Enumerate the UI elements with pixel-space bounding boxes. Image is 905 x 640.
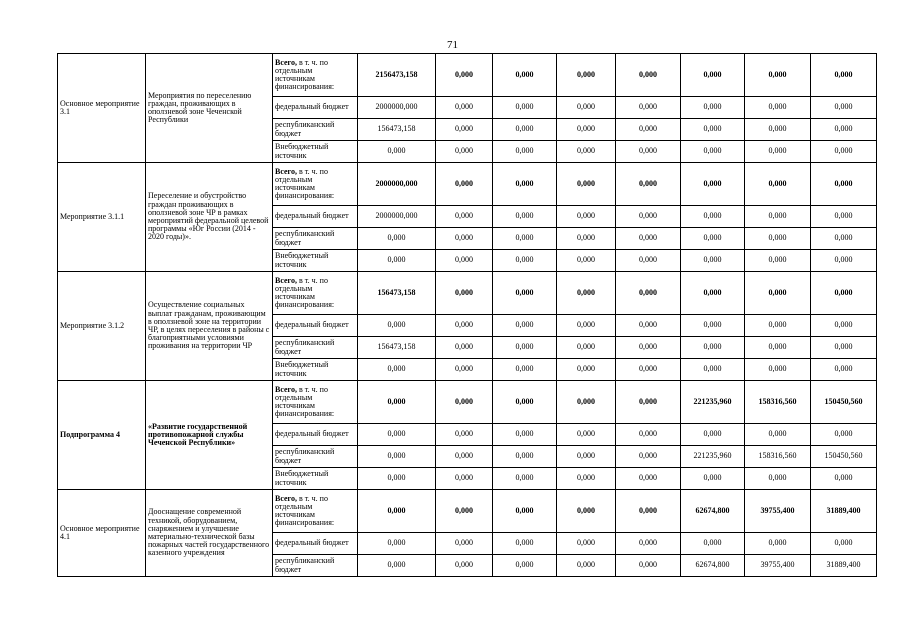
amount-cell: 158316,560 [745, 381, 811, 424]
amount-cell: 0,000 [358, 468, 436, 490]
amount-cell: 0,000 [557, 228, 616, 250]
amount-cell: 0,000 [557, 555, 616, 577]
amount-cell: 0,000 [436, 315, 493, 337]
amount-cell: 0,000 [745, 119, 811, 141]
amount-cell: 62674,800 [681, 555, 745, 577]
amount-cell: 0,000 [745, 337, 811, 359]
amount-cell: 39755,400 [745, 490, 811, 533]
table-body [58, 54, 877, 577]
amount-cell: 0,000 [358, 228, 436, 250]
funding-source: Всего, в т. ч. по отдельным источникам финансирования: [273, 272, 358, 315]
funding-source: Внебюджетный источник [273, 359, 358, 381]
amount-cell: 0,000 [493, 337, 557, 359]
amount-cell: 0,000 [811, 141, 877, 163]
amount-cell: 0,000 [436, 228, 493, 250]
amount-cell: 0,000 [557, 54, 616, 97]
amount-cell: 0,000 [358, 315, 436, 337]
amount-cell: 0,000 [436, 250, 493, 272]
amount-cell: 2000000,000 [358, 97, 436, 119]
funding-source: республиканский бюджет [273, 119, 358, 141]
amount-cell: 0,000 [681, 533, 745, 555]
funding-source: Внебюджетный источник [273, 468, 358, 490]
amount-cell: 0,000 [358, 555, 436, 577]
amount-cell: 0,000 [745, 54, 811, 97]
amount-cell: 0,000 [436, 272, 493, 315]
funding-source: Всего, в т. ч. по отдельным источникам финансирования: [273, 163, 358, 206]
amount-cell: 0,000 [681, 424, 745, 446]
amount-cell: 0,000 [745, 141, 811, 163]
amount-cell: 0,000 [745, 163, 811, 206]
amount-cell: 0,000 [358, 533, 436, 555]
amount-cell: 2000000,000 [358, 163, 436, 206]
amount-cell: 0,000 [358, 141, 436, 163]
amount-cell: 0,000 [436, 119, 493, 141]
amount-cell: 0,000 [493, 381, 557, 424]
amount-cell: 0,000 [436, 468, 493, 490]
table-row-total [58, 163, 877, 206]
amount-cell: 0,000 [493, 54, 557, 97]
amount-cell: 0,000 [436, 97, 493, 119]
page-number: 71 [447, 39, 458, 51]
amount-cell: 0,000 [436, 490, 493, 533]
amount-cell: 0,000 [557, 272, 616, 315]
amount-cell: 0,000 [681, 141, 745, 163]
amount-cell: 0,000 [811, 337, 877, 359]
amount-cell: 0,000 [493, 533, 557, 555]
program-label: Основное мероприятие 3.1 [58, 54, 146, 163]
amount-cell: 0,000 [557, 468, 616, 490]
amount-cell: 0,000 [811, 359, 877, 381]
amount-cell: 0,000 [745, 272, 811, 315]
amount-cell: 0,000 [811, 315, 877, 337]
amount-cell: 0,000 [745, 228, 811, 250]
program-label: Основное мероприятие 4.1 [58, 490, 146, 577]
table-row-total [58, 490, 877, 533]
funding-source: федеральный бюджет [273, 424, 358, 446]
amount-cell: 0,000 [493, 119, 557, 141]
amount-cell: 0,000 [616, 359, 681, 381]
funding-source: федеральный бюджет [273, 533, 358, 555]
amount-cell: 0,000 [557, 119, 616, 141]
amount-cell: 0,000 [811, 97, 877, 119]
amount-cell: 0,000 [681, 228, 745, 250]
amount-cell: 0,000 [493, 446, 557, 468]
amount-cell: 0,000 [436, 163, 493, 206]
amount-cell: 0,000 [493, 228, 557, 250]
amount-cell: 0,000 [493, 272, 557, 315]
amount-cell: 0,000 [493, 490, 557, 533]
amount-cell: 0,000 [493, 555, 557, 577]
amount-cell: 0,000 [493, 359, 557, 381]
amount-cell: 156473,158 [358, 337, 436, 359]
funding-source: федеральный бюджет [273, 315, 358, 337]
amount-cell: 0,000 [557, 163, 616, 206]
amount-cell: 0,000 [557, 337, 616, 359]
amount-cell: 0,000 [436, 359, 493, 381]
program-description: Дооснащение современной техникой, оборудованием, снаряжением и улучшение материально-технической базы пожарных частей государственного казенного учреждения [146, 490, 273, 577]
amount-cell: 0,000 [616, 468, 681, 490]
amount-cell: 0,000 [811, 54, 877, 97]
amount-cell: 0,000 [557, 315, 616, 337]
amount-cell: 0,000 [358, 446, 436, 468]
amount-cell: 221235,960 [681, 381, 745, 424]
amount-cell: 0,000 [681, 468, 745, 490]
amount-cell: 31889,400 [811, 555, 877, 577]
amount-cell: 0,000 [681, 272, 745, 315]
amount-cell: 0,000 [616, 141, 681, 163]
funding-source: республиканский бюджет [273, 446, 358, 468]
amount-cell: 158316,560 [745, 446, 811, 468]
amount-cell: 0,000 [681, 250, 745, 272]
amount-cell: 0,000 [616, 163, 681, 206]
amount-cell: 0,000 [681, 97, 745, 119]
program-description: Мероприятия по переселению граждан, проживающих в оползневой зоне Чеченской Республики [146, 54, 273, 163]
amount-cell: 39755,400 [745, 555, 811, 577]
amount-cell: 31889,400 [811, 490, 877, 533]
amount-cell: 150450,560 [811, 446, 877, 468]
amount-cell: 0,000 [616, 555, 681, 577]
amount-cell: 0,000 [811, 424, 877, 446]
amount-cell: 0,000 [616, 228, 681, 250]
amount-cell: 0,000 [616, 119, 681, 141]
amount-cell: 0,000 [616, 533, 681, 555]
amount-cell: 0,000 [811, 228, 877, 250]
amount-cell: 0,000 [557, 141, 616, 163]
amount-cell: 0,000 [616, 97, 681, 119]
amount-cell: 0,000 [493, 315, 557, 337]
amount-cell: 0,000 [745, 97, 811, 119]
funding-source: Внебюджетный источник [273, 250, 358, 272]
amount-cell: 0,000 [436, 446, 493, 468]
amount-cell: 221235,960 [681, 446, 745, 468]
amount-cell: 0,000 [681, 359, 745, 381]
amount-cell: 0,000 [358, 490, 436, 533]
amount-cell: 0,000 [745, 424, 811, 446]
table-row-total [58, 381, 877, 424]
funding-source: Всего, в т. ч. по отдельным источникам финансирования: [273, 490, 358, 533]
amount-cell: 62674,800 [681, 490, 745, 533]
amount-cell: 0,000 [436, 555, 493, 577]
amount-cell: 0,000 [358, 250, 436, 272]
amount-cell: 0,000 [616, 206, 681, 228]
amount-cell: 0,000 [358, 424, 436, 446]
amount-cell: 0,000 [436, 141, 493, 163]
amount-cell: 0,000 [745, 250, 811, 272]
amount-cell: 0,000 [493, 141, 557, 163]
funding-source: федеральный бюджет [273, 206, 358, 228]
amount-cell: 0,000 [681, 337, 745, 359]
amount-cell: 0,000 [436, 381, 493, 424]
amount-cell: 2000000,000 [358, 206, 436, 228]
amount-cell: 0,000 [436, 337, 493, 359]
funding-source: федеральный бюджет [273, 97, 358, 119]
budget-table [57, 53, 877, 577]
amount-cell: 0,000 [557, 359, 616, 381]
amount-cell: 0,000 [616, 272, 681, 315]
program-description: «Развитие государственной противопожарной службы Чеченской Республики» [146, 381, 273, 490]
funding-source: республиканский бюджет [273, 228, 358, 250]
amount-cell: 0,000 [436, 533, 493, 555]
table-row-total [58, 272, 877, 315]
amount-cell: 0,000 [493, 163, 557, 206]
amount-cell: 0,000 [616, 337, 681, 359]
amount-cell: 0,000 [811, 206, 877, 228]
amount-cell: 0,000 [616, 381, 681, 424]
program-label: Подпрограмма 4 [58, 381, 146, 490]
amount-cell: 0,000 [493, 250, 557, 272]
amount-cell: 2156473,158 [358, 54, 436, 97]
amount-cell: 0,000 [493, 206, 557, 228]
amount-cell: 0,000 [681, 119, 745, 141]
amount-cell: 0,000 [616, 250, 681, 272]
amount-cell: 0,000 [557, 446, 616, 468]
amount-cell: 0,000 [557, 381, 616, 424]
amount-cell: 0,000 [745, 359, 811, 381]
amount-cell: 0,000 [811, 250, 877, 272]
amount-cell: 0,000 [557, 490, 616, 533]
amount-cell: 0,000 [745, 206, 811, 228]
amount-cell: 0,000 [745, 315, 811, 337]
program-label: Мероприятие 3.1.2 [58, 272, 146, 381]
amount-cell: 0,000 [616, 315, 681, 337]
amount-cell: 0,000 [493, 424, 557, 446]
amount-cell: 0,000 [358, 381, 436, 424]
amount-cell: 0,000 [557, 424, 616, 446]
program-description: Переселение и обустройство граждан проживающих в оползневой зоне ЧР в рамках мероприятий федеральной целевой программы «Юг России (2014 - 2020 годы)». [146, 163, 273, 272]
amount-cell: 0,000 [616, 424, 681, 446]
amount-cell: 0,000 [811, 533, 877, 555]
amount-cell: 0,000 [745, 468, 811, 490]
amount-cell: 0,000 [436, 206, 493, 228]
amount-cell: 0,000 [436, 424, 493, 446]
amount-cell: 0,000 [811, 272, 877, 315]
amount-cell: 0,000 [811, 468, 877, 490]
amount-cell: 0,000 [616, 490, 681, 533]
amount-cell: 0,000 [557, 250, 616, 272]
funding-source: Всего, в т. ч. по отдельным источникам финансирования: [273, 54, 358, 97]
amount-cell: 0,000 [811, 163, 877, 206]
funding-source: Всего, в т. ч. по отдельным источникам финансирования: [273, 381, 358, 424]
program-label: Мероприятие 3.1.1 [58, 163, 146, 272]
amount-cell: 0,000 [681, 206, 745, 228]
amount-cell: 0,000 [811, 119, 877, 141]
amount-cell: 0,000 [616, 446, 681, 468]
funding-source: Внебюджетный источник [273, 141, 358, 163]
amount-cell: 0,000 [616, 54, 681, 97]
amount-cell: 0,000 [493, 468, 557, 490]
amount-cell: 150450,560 [811, 381, 877, 424]
amount-cell: 0,000 [681, 163, 745, 206]
amount-cell: 0,000 [493, 97, 557, 119]
amount-cell: 0,000 [745, 533, 811, 555]
amount-cell: 156473,158 [358, 272, 436, 315]
amount-cell: 0,000 [557, 97, 616, 119]
amount-cell: 0,000 [557, 533, 616, 555]
amount-cell: 0,000 [436, 54, 493, 97]
funding-source: республиканский бюджет [273, 555, 358, 577]
amount-cell: 156473,158 [358, 119, 436, 141]
funding-source: республиканский бюджет [273, 337, 358, 359]
program-description: Осуществление социальных выплат гражданам, проживающим в оползневой зоне на территории ЧР, в целях переселения в районы с благоприятными условиями проживания на территории ЧР [146, 272, 273, 381]
amount-cell: 0,000 [358, 359, 436, 381]
amount-cell: 0,000 [557, 206, 616, 228]
amount-cell: 0,000 [681, 315, 745, 337]
table-row-total [58, 54, 877, 97]
amount-cell: 0,000 [681, 54, 745, 97]
